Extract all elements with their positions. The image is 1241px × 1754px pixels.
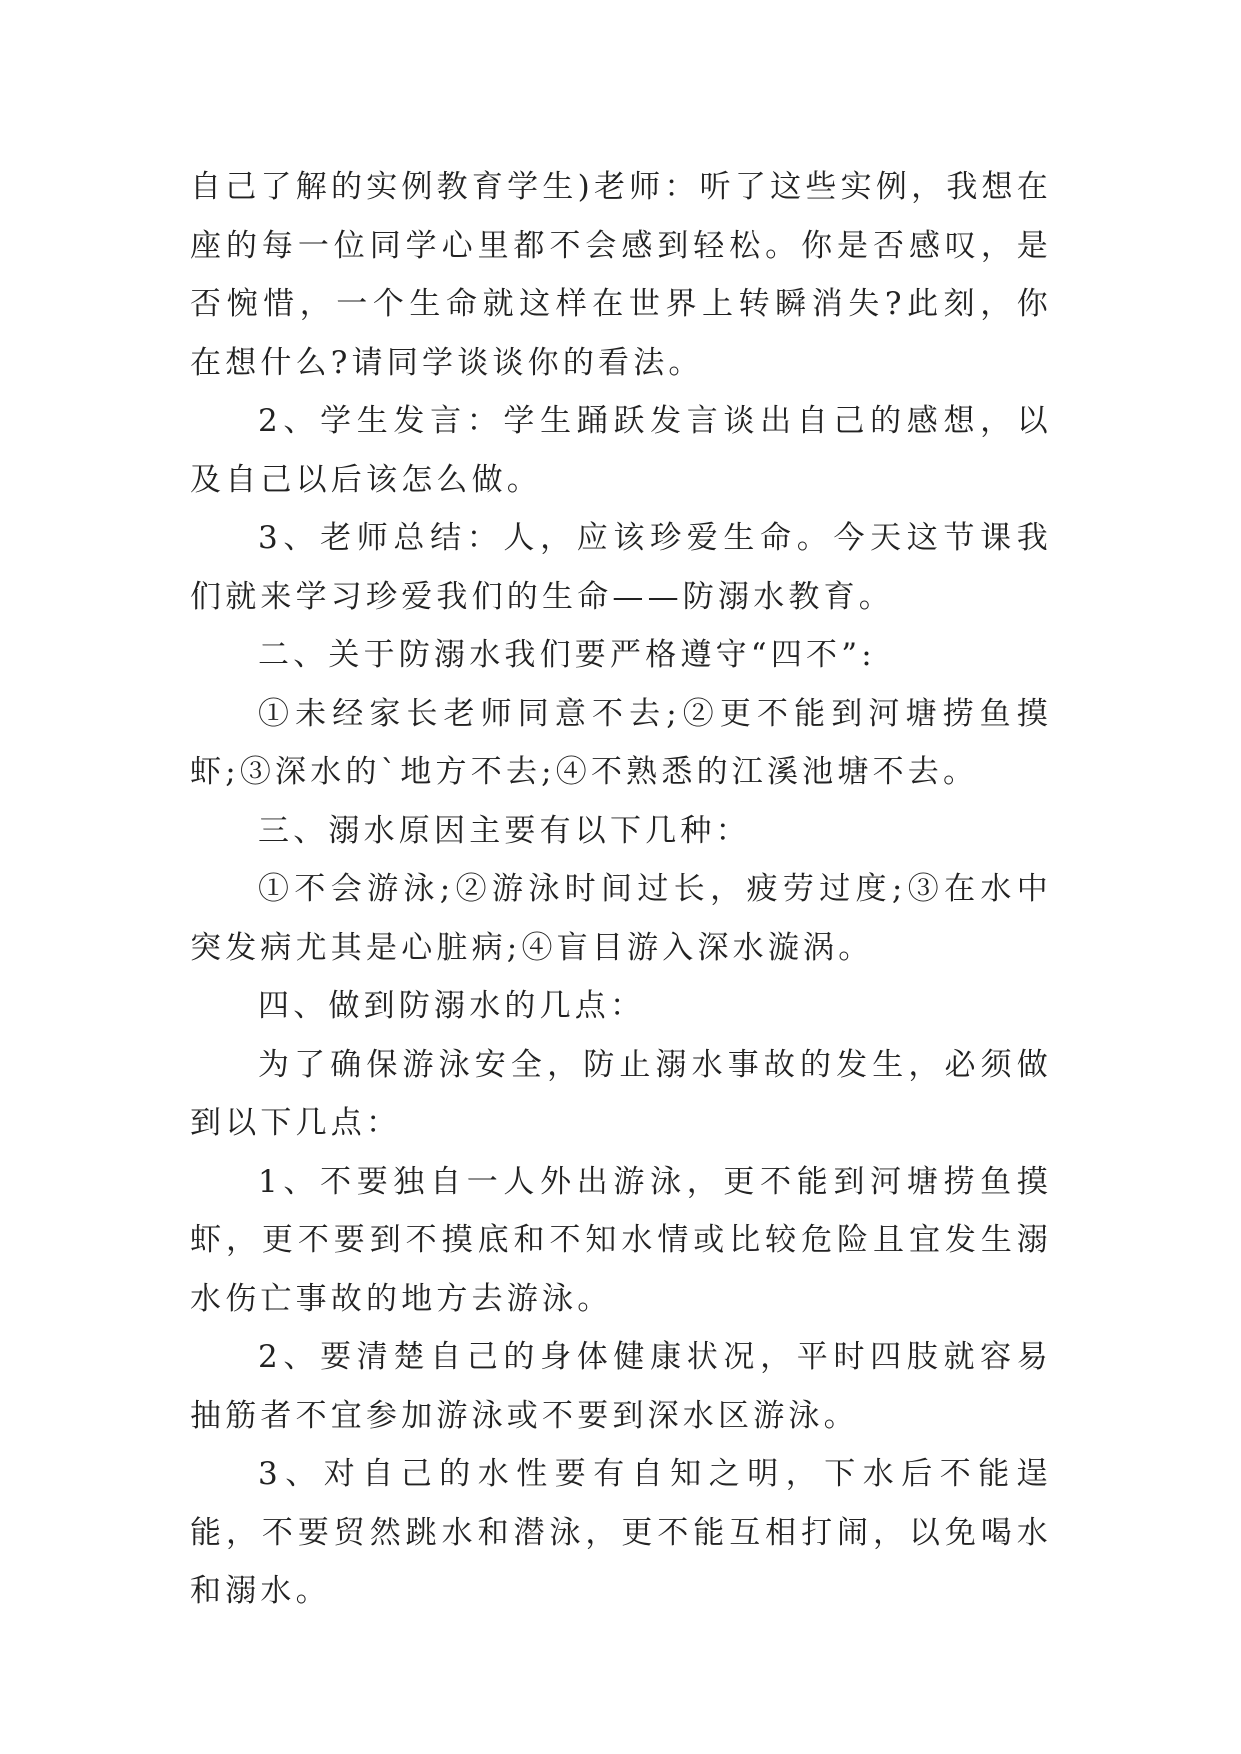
paragraph-teacher-summary: 3、老师总结：人，应该珍爱生命。今天这节课我们就来学习珍爱我们的生命——防溺水教育。 [190, 520, 1052, 615]
paragraph-intro: 自己了解的实例教育学生)老师：听了这些实例，我想在座的每一位同学心里都不会感到轻松。你是否感叹，是否惋惜，一个生命就这样在世界上转瞬消失?此刻，你在想什么?请同学谈谈你的看法。 [190, 169, 1052, 381]
paragraph-prevention-intro: 为了确保游泳安全，防止溺水事故的发生，必须做到以下几点： [190, 1046, 1052, 1141]
heading-drowning-causes: 三、溺水原因主要有以下几种： [258, 812, 751, 849]
paragraph-prevention-point-2: 2、要清楚自己的身体健康状况，平时四肢就容易抽筋者不宜参加游泳或不要到深水区游泳。 [190, 1339, 1052, 1434]
paragraph-prevention-point-1: 1、不要独自一人外出游泳，更不能到河塘捞鱼摸虾，更不要到不摸底和不知水情或比较危险且宜发生溺水伤亡事故的地方去游泳。 [190, 1163, 1052, 1317]
document-body [190, 158, 1052, 1621]
heading-prevention-points: 四、做到防溺水的几点： [258, 988, 646, 1024]
paragraph-prevention-point-3: 3、对自己的水性要有自知之明，下水后不能逞能，不要贸然跳水和潜泳，更不能互相打闹，以免喝水和溺水。 [190, 1456, 1052, 1609]
heading-four-nots: 二、关于防溺水我们要严格遵守“四不”: [258, 637, 876, 673]
paragraph-drowning-causes-list: ①不会游泳;②游泳时间过长，疲劳过度;③在水中突发病尤其是心脏病;④盲目游入深水漩涡。 [190, 871, 1052, 966]
paragraph-four-nots-list: ①未经家长老师同意不去;②更不能到河塘捞鱼摸虾;③深水的`地方不去;④不熟悉的江溪池塘不去。 [190, 695, 1052, 790]
paragraph-student-speech: 2、学生发言：学生踊跃发言谈出自己的感想，以及自己以后该怎么做。 [190, 403, 1052, 498]
